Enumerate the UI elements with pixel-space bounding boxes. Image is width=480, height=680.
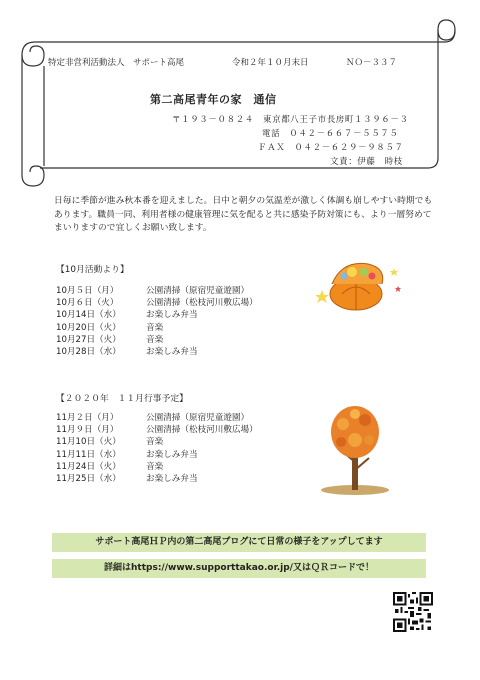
schedule-event: 音楽 [146,461,164,472]
schedule-date: 10月28日（水） [56,347,121,358]
november-schedule-row [56,436,258,448]
schedule-event: 公園清掃（松枝河川敷広場） [146,298,258,309]
qr-code-icon[interactable] [393,592,433,632]
schedule-date: 11月９日（月） [56,425,119,436]
schedule-event: 公園清掃（松枝河川敷広場） [146,425,258,436]
schedule-date: 10月５日（月） [56,286,119,296]
october-schedule-row [56,285,258,297]
november-title: 【２０２０年 １１月行事予定】 [56,394,188,404]
schedule-event: お楽しみ弁当 [146,474,198,485]
issue-date: 令和２年１０月末日 [232,58,309,68]
org-name: 特定非営利活動法人 サポート高尾 [48,58,185,68]
schedule-date: 11月２日（月） [56,413,119,423]
schedule-date: 10月27日（火） [56,334,121,345]
october-schedule [56,285,258,358]
october-schedule-row [56,297,258,309]
pumpkin-illustration [312,250,410,312]
author: 文責：伊藤 時枝 [330,157,403,167]
schedule-event: お楽しみ弁当 [146,310,198,321]
schedule-date: 10月６日（火） [56,298,119,309]
schedule-event: 音楽 [146,334,164,345]
october-schedule-row [56,322,258,334]
october-title: 【10月活動より】 [56,265,129,275]
tel: 電話 ０４２－６６７－５５７５ [262,129,399,139]
schedule-event: お楽しみ弁当 [146,347,198,358]
october-schedule-row [56,346,258,358]
november-schedule [56,412,258,485]
newsletter-title: 第二高尾青年の家 通信 [150,93,277,106]
schedule-event: お楽しみ弁当 [146,449,198,460]
november-schedule-row [56,424,258,436]
schedule-date: 11月25日（水） [56,474,121,485]
schedule-date: 11月11日（水） [56,449,121,460]
autumn-tree-illustration [315,400,395,496]
blog-banner: サポート高尾ＨＰ内の第二高尾ブログにて日常の様子をアップしてます [52,533,426,552]
address: 〒１９３－０８２４ 東京都八王子市長房町１３９６－３ [172,115,409,125]
issue-number: ＮＯ－３３７ [346,58,398,68]
schedule-date: 10月14日（水） [56,310,121,321]
november-schedule-row [56,449,258,461]
schedule-date: 10月20日（火） [56,322,121,333]
november-schedule-row [56,473,258,485]
schedule-event: 公園清掃（原宿児童遊園） [146,286,250,296]
november-schedule-row [56,461,258,473]
fax: ＦＡＸ ０４２－６２９－９８５７ [258,143,404,153]
schedule-event: 音楽 [146,437,164,448]
schedule-event: 公園清掃（原宿児童遊園） [146,413,250,423]
schedule-date: 11月10日（火） [56,437,121,448]
schedule-event: 音楽 [146,322,164,333]
november-schedule-row [56,412,258,424]
url-banner[interactable]: 詳細はhttps://www.supporttakao.or.jp/又はＱＲコードで！ [52,559,426,578]
october-schedule-row [56,309,258,321]
schedule-date: 11月24日（火） [56,461,121,472]
intro-text: 日毎に季節が進み秋本番を迎えました。日中と朝夕の気温差が激しく体調も崩しやすい時期でもあります。職員一同、利用者様の健康管理に気を配ると共に感染予防対策にも、より一層努めてまいりますので宜しくお願い致します。 [54,196,433,233]
october-schedule-row [56,334,258,346]
